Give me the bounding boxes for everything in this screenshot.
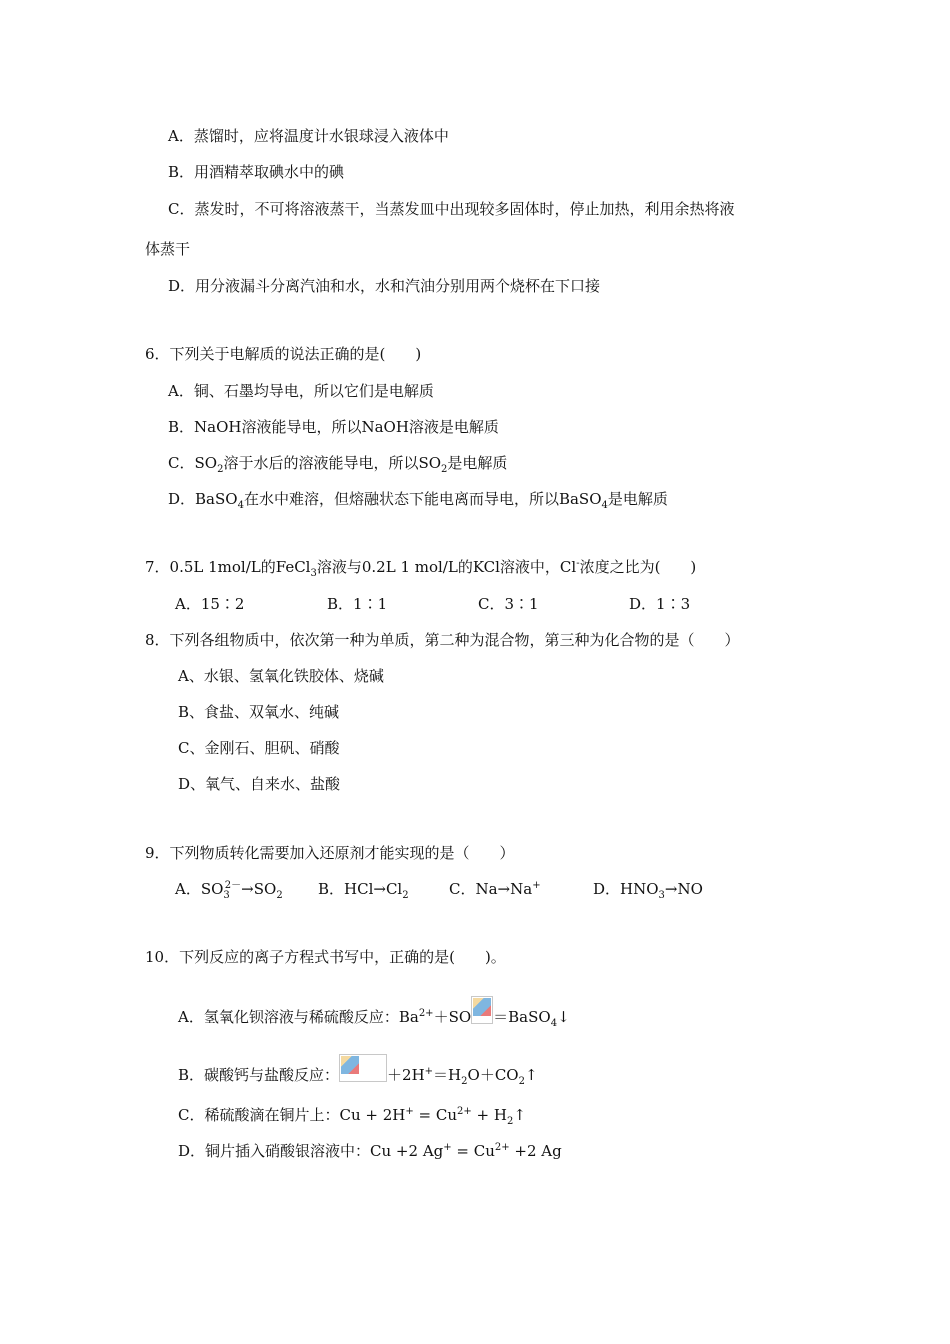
q8-option-d: D、氧气、自来水、盐酸 xyxy=(178,775,341,793)
broken-image-icon xyxy=(339,1054,387,1082)
q7-option-b: B．1∶1 xyxy=(327,595,388,613)
q6-option-d: D．BaSO$_4$在水中难溶，但熔融状态下能电离而导电，所以BaSO$_4$是电解质 xyxy=(168,490,668,511)
q9-option-a: A．$SO_3^{2-}\to SO_2$ xyxy=(175,880,283,901)
q8-option-b: B、食盐、双氧水、纯碱 xyxy=(178,703,340,721)
q7-option-a: A．15∶2 xyxy=(175,595,245,613)
q5-option-a: A．蒸馏时，应将温度计水银球浸入液体中 xyxy=(168,127,449,145)
q9-option-b: B．$HCl\to Cl_2$ xyxy=(318,880,409,901)
q7-option-d: D．1∶3 xyxy=(629,595,691,613)
q7-option-c: C．3∶1 xyxy=(478,595,539,613)
q8-stem: 8．下列各组物质中，依次第一种为单质，第二种为混合物，第三种为化合物的是（ ） xyxy=(145,631,740,649)
q10-option-c: C．稀硫酸滴在铜片上：$Cu + 2H^+ = Cu^{2+}$ + $H_2↑$ xyxy=(178,1106,526,1127)
q9-option-c: C．Na→Na+ xyxy=(449,880,541,898)
q9-stem: 9．下列物质转化需要加入还原剂才能实现的是（ ） xyxy=(145,844,515,862)
q5-option-d: D．用分液漏斗分离汽油和水，水和汽油分别用两个烧杯在下口接 xyxy=(168,277,601,295)
q6-option-c: C．$SO_2$溶于水后的溶液能导电，所以$SO_2$是电解质 xyxy=(168,454,508,475)
q10-option-a: A．氢氧化钡溶液与稀硫酸反应：$Ba^{2+}+SO$ ＝BaSO$_4$↓ xyxy=(178,996,570,1027)
broken-image-icon xyxy=(471,996,493,1024)
q7-stem: 7．0.5L 1mol/L的FeCl$_3$溶液与0.2L 1 mol/L的KCl溶液中，Cl-浓度之比为( ) xyxy=(145,558,697,579)
q5-option-c: C．蒸发时，不可将溶液蒸干，当蒸发皿中出现较多固体时，停止加热，利用余热将液 xyxy=(168,200,735,218)
q5-option-c-continued: 体蒸干 xyxy=(145,240,191,258)
q10-option-d: D．铜片插入硝酸银溶液中：Cu +2 $Ag^+ = Cu^{2+} +2$ Ag xyxy=(178,1142,562,1160)
q10-option-b: B．碳酸钙与盐酸反应： $+2H^+=H_2O+CO_2↑$ xyxy=(178,1054,538,1085)
q6-option-b: B．NaOH溶液能导电，所以NaOH溶液是电解质 xyxy=(168,418,499,436)
q8-option-a: A、水银、氢氧化铁胶体、烧碱 xyxy=(178,667,384,685)
q6-stem: 6．下列关于电解质的说法正确的是( ) xyxy=(145,345,422,363)
q5-option-b: B．用酒精萃取碘水中的碘 xyxy=(168,163,345,181)
q9-option-d: D．$HNO_3\to NO$ xyxy=(593,880,703,901)
q6-option-a: A．铜、石墨均导电，所以它们是电解质 xyxy=(168,382,434,400)
q8-option-c: C、金刚石、胆矾、硝酸 xyxy=(178,739,340,757)
q10-stem: 10．下列反应的离子方程式书写中，正确的是( )。 xyxy=(145,948,506,966)
